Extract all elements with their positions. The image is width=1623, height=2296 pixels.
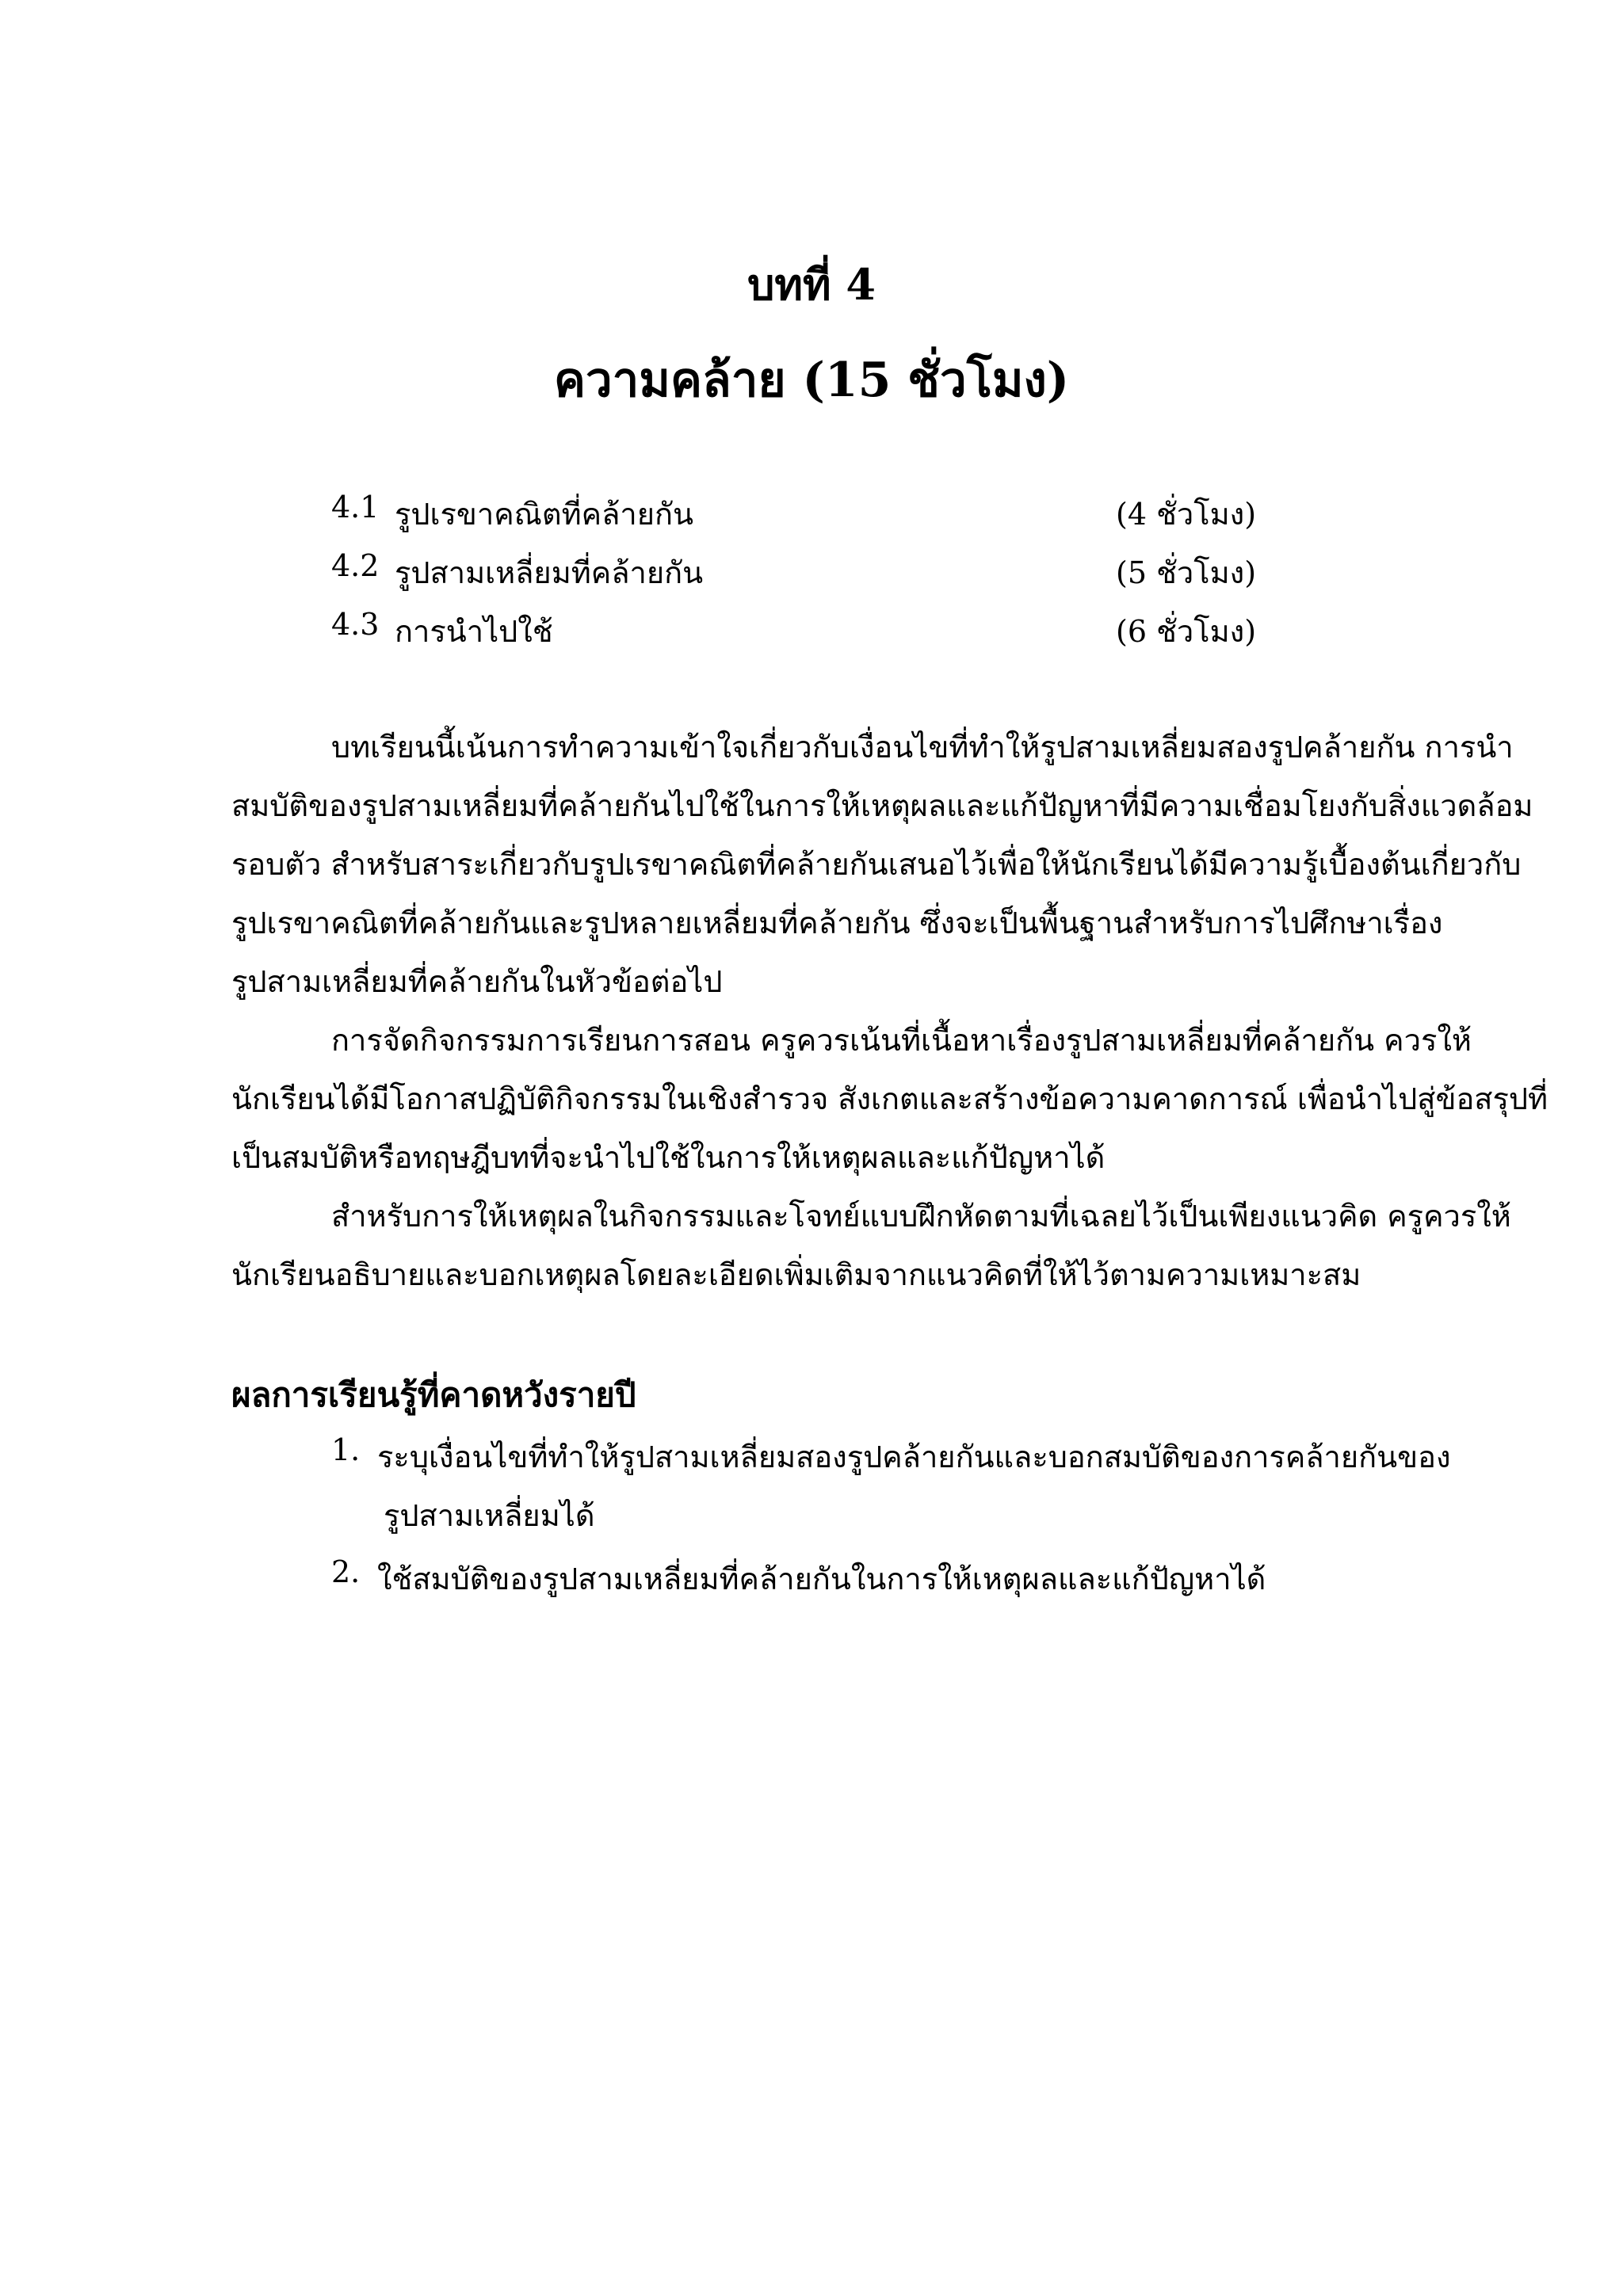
body-line: บทเรียนนี้เน้นการทำความเข้าใจเกี่ยวกับเงื่อนไขที่ทำให้รูปสามเหลี่ยมสองรูปคล้ายกัน การนำ <box>331 730 1514 765</box>
toc-title: รูปเรขาคณิตที่คล้ายกัน <box>395 497 693 532</box>
toc-title: รูปสามเหลี่ยมที่คล้ายกัน <box>395 555 704 590</box>
toc-title: การนำไปใช้ <box>395 614 553 649</box>
body-line: รูปเรขาคณิตที่คล้ายกันและรูปหลายเหลี่ยมที่คล้ายกัน ซึ่งจะเป็นพื้นฐานสำหรับการไปศึกษาเรื่อง <box>231 906 1443 940</box>
chapter-label: บทที่ 4 <box>747 259 876 310</box>
toc-item <box>331 548 1425 604</box>
toc-number: 4.2 <box>331 548 380 583</box>
outcome-text: ระบุเงื่อนไขที่ทำให้รูปสามเหลี่ยมสองรูปคล้ายกันและบอกสมบัติของการคล้ายกันของ <box>377 1440 1451 1474</box>
body-line: สมบัติของรูปสามเหลี่ยมที่คล้ายกันไปใช้ในการให้เหตุผลและแก้ปัญหาที่มีความเชื่อมโยงกับสิ่งแวดล้อม <box>231 788 1533 823</box>
toc-item <box>331 490 1425 545</box>
body-line: สำหรับการให้เหตุผลในกิจกรรมและโจทย์แบบฝึกหัดตามที่เฉลยไว้เป็นเพียงแนวคิด ครูควรให้ <box>331 1199 1511 1234</box>
body-line: การจัดกิจกรรมการเรียนการสอน ครูควรเน้นที่เนื้อหาเรื่องรูปสามเหลี่ยมที่คล้ายกัน ควรให้ <box>331 1023 1472 1058</box>
outcome-number: 1. <box>331 1432 361 1467</box>
body-line: นักเรียนอธิบายและบอกเหตุผลโดยละเอียดเพิ่มเติมจากแนวคิดที่ให้ไว้ตามความเหมาะสม <box>231 1257 1361 1292</box>
outcomes-heading: ผลการเรียนรู้ที่คาดหวังรายปี <box>231 1375 636 1414</box>
toc-number: 4.3 <box>331 607 380 642</box>
outcome-text: รูปสามเหลี่ยมได้ <box>384 1498 595 1533</box>
body-line: เป็นสมบัติหรือทฤษฎีบทที่จะนำไปใช้ในการให้เหตุผลและแก้ปัญหาได้ <box>231 1140 1106 1175</box>
toc-hours: (5 ชั่วโมง) <box>1116 555 1257 590</box>
chapter-title: ความคล้าย (15 ชั่วโมง) <box>553 353 1070 408</box>
toc-hours: (4 ชั่วโมง) <box>1116 497 1257 532</box>
toc-hours: (6 ชั่วโมง) <box>1116 614 1257 649</box>
outcome-number: 2. <box>331 1554 361 1589</box>
body-line: รูปสามเหลี่ยมที่คล้ายกันในหัวข้อต่อไป <box>231 964 723 999</box>
body-line: รอบตัว สำหรับสาระเกี่ยวกับรูปเรขาคณิตที่คล้ายกันเสนอไว้เพื่อให้นักเรียนได้มีความรู้เบื้องต้นเกี่ยวกับ <box>231 847 1522 882</box>
outcome-text: ใช้สมบัติของรูปสามเหลี่ยมที่คล้ายกันในการให้เหตุผลและแก้ปัญหาได้ <box>377 1562 1266 1596</box>
body-line: นักเรียนได้มีโอกาสปฏิบัติกิจกรรมในเชิงสำรวจ สังเกตและสร้างข้อความคาดการณ์ เพื่อนำไปสู่ข้อสรุปที่ <box>231 1081 1549 1116</box>
toc-item <box>331 607 1425 662</box>
toc-number: 4.1 <box>331 490 380 524</box>
